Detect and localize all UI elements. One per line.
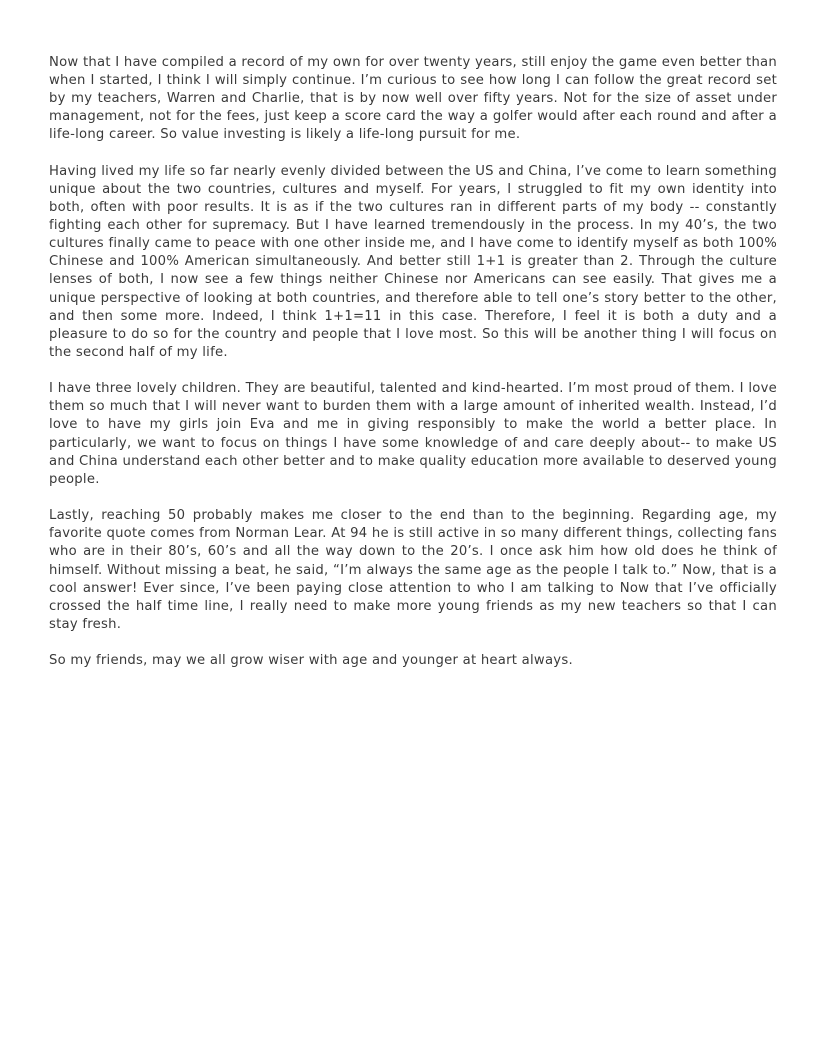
document-page: [49, 54, 777, 689]
paragraph-children: I have three lovely children. They are beautiful, talented and kind-hearted. I’m most proud of them. I love them so much that I will never want to burden them with a large amount of inherited wealth. Instead, I’d love to have my girls join Eva and me in giving responsibly to make the world a better place. In particularly, we want to focus on things I have some knowledge of and care deeply about-- to make US and China understand each other better and to make quality education more available to deserved young people.: [49, 381, 777, 487]
paragraph-record: Now that I have compiled a record of my own for over twenty years, still enjoy the game even better than when I started, I think I will simply continue. I’m curious to see how long I can follow the great record set by my teachers, Warren and Charlie, that is by now well over fifty years. Not for the size of asset under management, not for the fees, just keep a score card the way a golfer would after each round and after a life-long career. So value investing is likely a life-long pursuit for me.: [49, 55, 777, 143]
paragraph-age: Lastly, reaching 50 probably makes me closer to the end than to the beginning. Regarding age, my favorite quote comes from Norman Lear. At 94 he is still active in so many different things, collecting fans who are in their 80’s, 60’s and all the way down to the 20’s. I once ask him how old does he think of himself. Without missing a beat, he said, “I’m always the same age as the people I talk to.” Now, that is a cool answer! Ever since, I’ve been paying close attention to who I am talking to Now that I’ve officially crossed the half time line, I really need to make more young friends as my new teachers so that I can stay fresh.: [49, 508, 777, 632]
paragraph-closing: So my friends, may we all grow wiser with age and younger at heart always.: [49, 653, 573, 669]
paragraph-us-china: Having lived my life so far nearly evenly divided between the US and China, I’ve come to learn something unique about the two countries, cultures and myself. For years, I struggled to fit my own identity into both, often with poor results. It is as if the two cultures ran in different parts of my body -- constantly fighting each other for supremacy. But I have learned tremendously in the process. In my 40’s, the two cultures finally came to peace with one other inside me, and I have come to identify myself as both 100% Chinese and 100% American simultaneously. And better still 1+1 is greater than 2. Through the culture lenses of both, I now see a few things neither Chinese nor Americans can see easily. That gives me a unique perspective of looking at both countries, and therefore able to tell one’s story better to the other, and then some more. Indeed, I think 1+1=11 in this case. Therefore, I feel it is both a duty and a pleasure to do so for the country and people that I love most. So this will be another thing I will focus on the second half of my life.: [49, 163, 777, 360]
